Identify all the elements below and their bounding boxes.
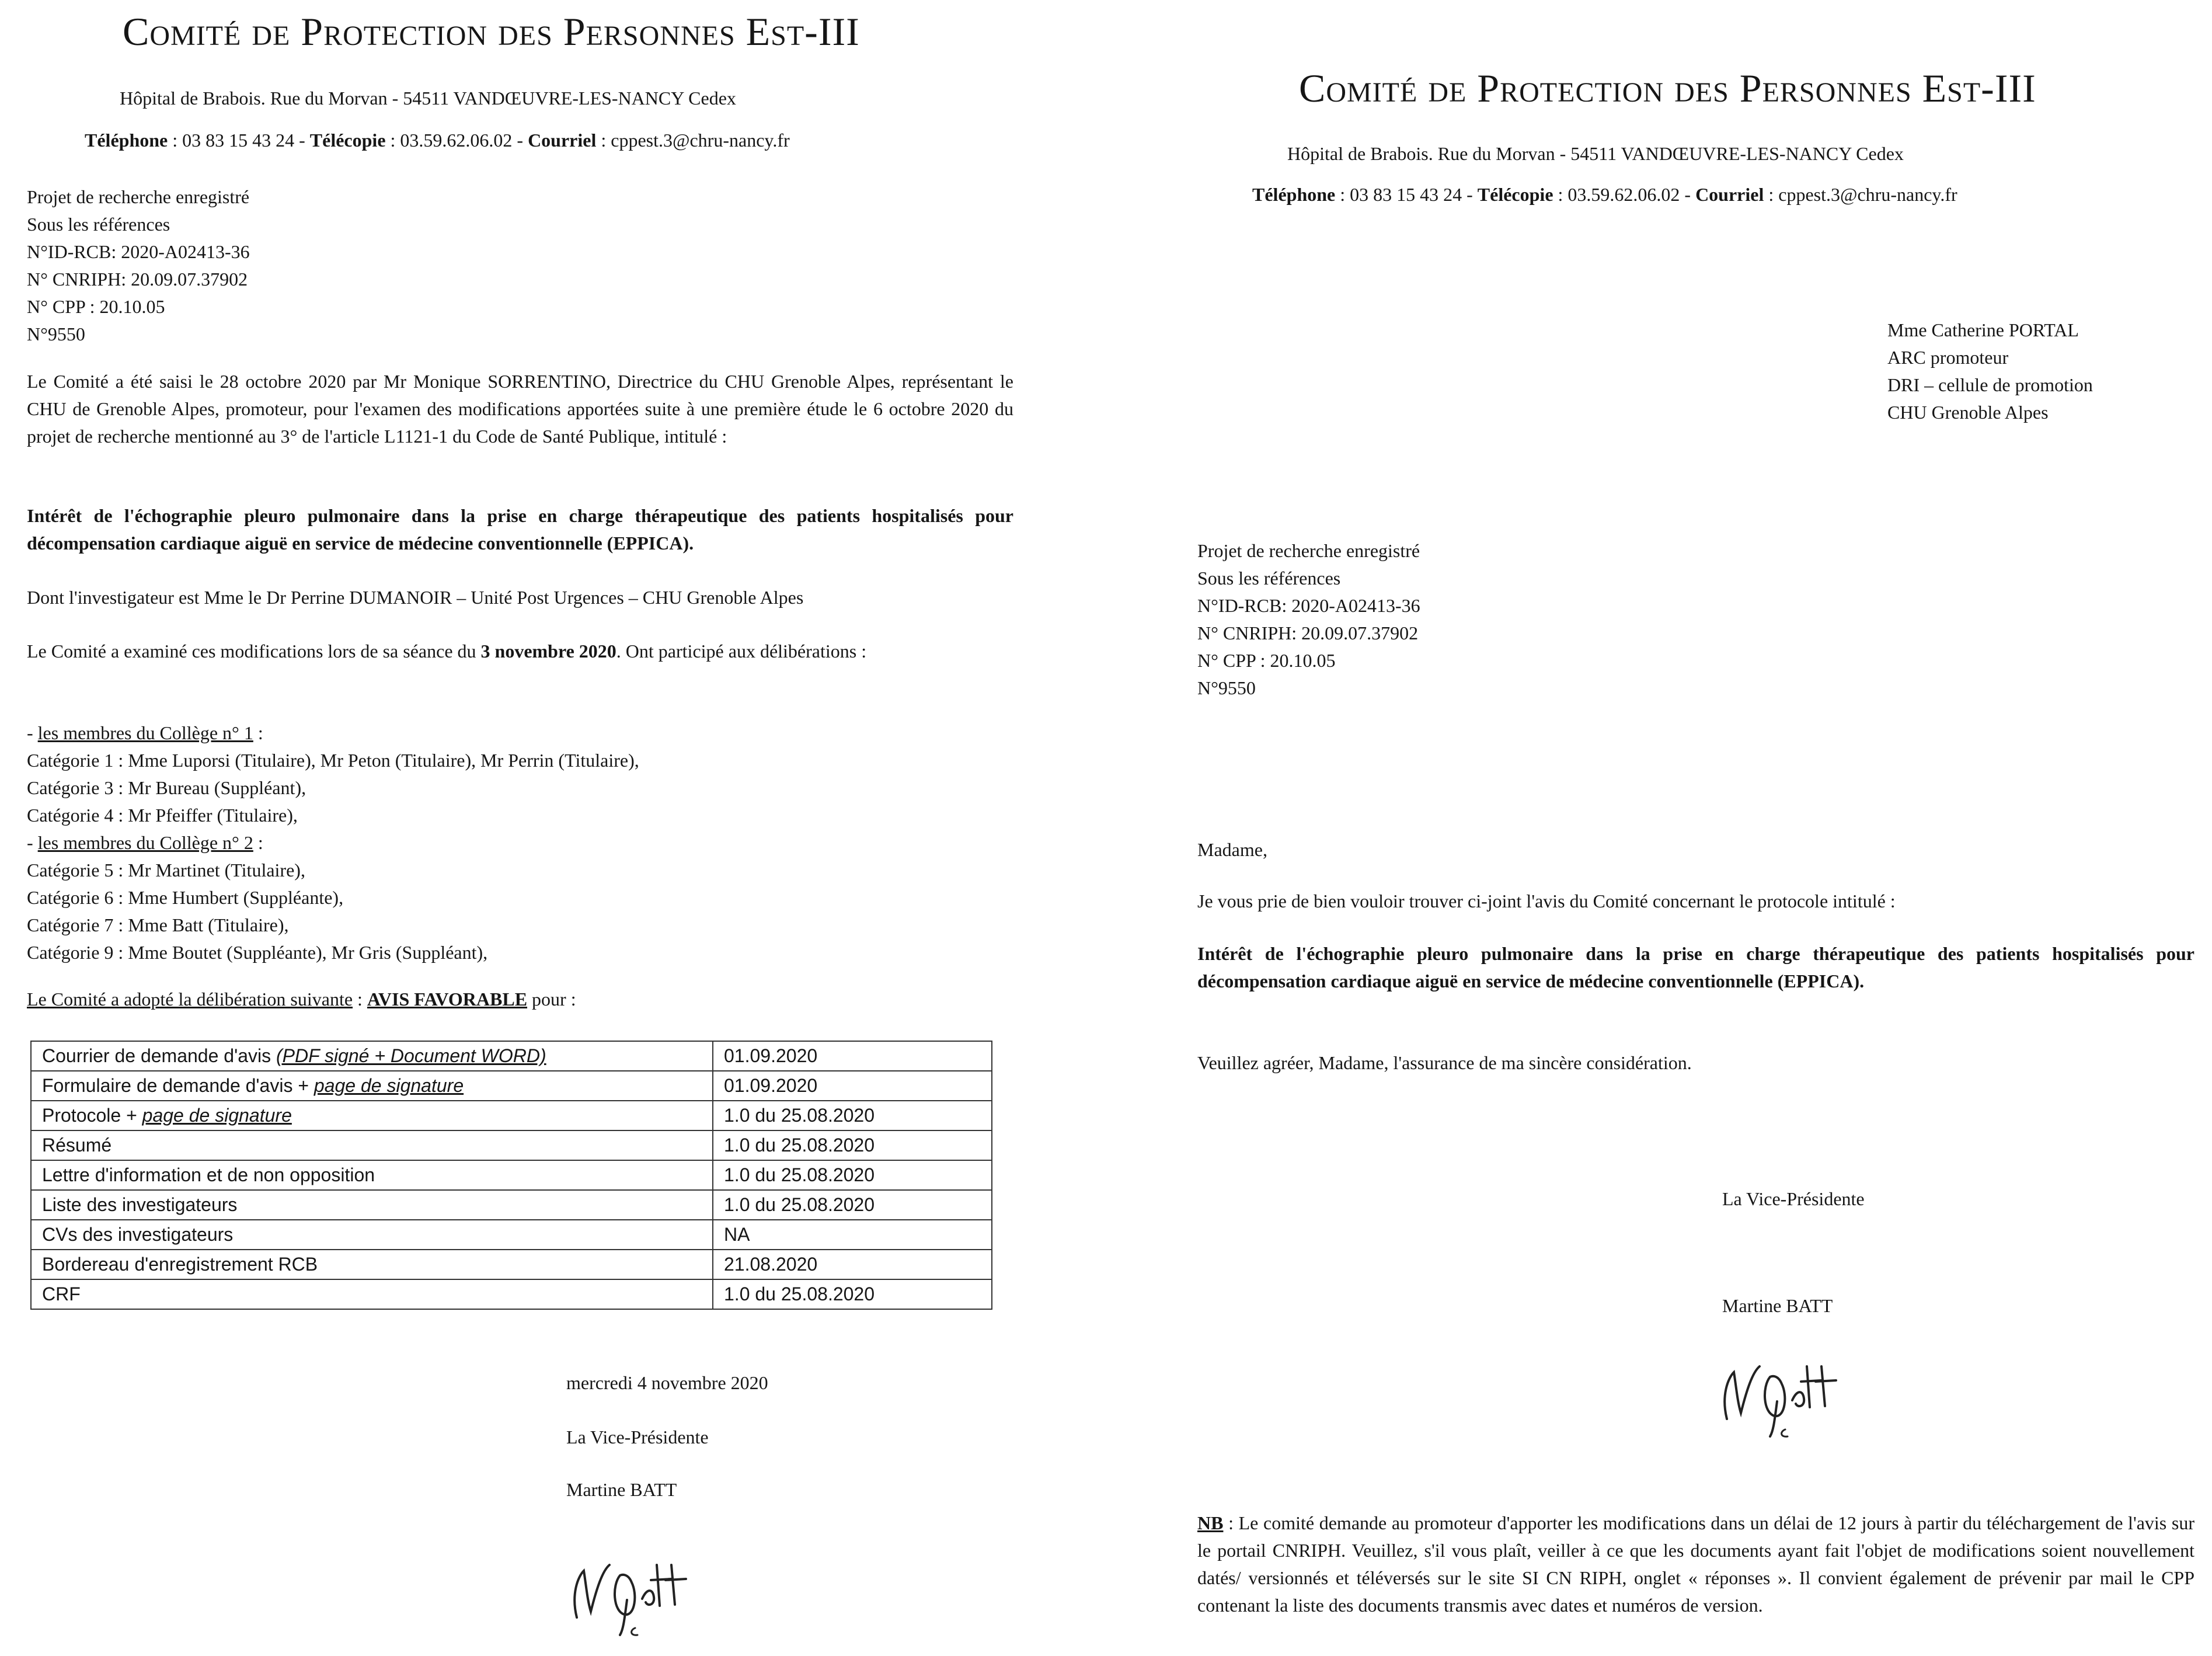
document-name-cell [31, 1279, 713, 1309]
letter-date: mercredi 4 novembre 2020 [566, 1372, 768, 1393]
recipient-org: CHU Grenoble Alpes [1887, 402, 2049, 423]
document-name-cell [31, 1250, 713, 1279]
document-version: NA [713, 1220, 992, 1250]
signer-role: La Vice-Présidente [566, 1427, 709, 1448]
letterhead-title: Comité de Protection des Personnes Est-III [1299, 66, 2036, 110]
investigator-line: Dont l'investigateur est Mme le Dr Perrine DUMANOIR – Unité Post Urgences – CHU Grenoble Alpes [27, 587, 804, 608]
signer-name: Martine BATT [1722, 1295, 1833, 1316]
exam-text-end: . Ont participé aux délibérations : [616, 641, 867, 662]
meeting-date: 3 novembre 2020 [480, 641, 616, 662]
ref-line2: Sous les références [1197, 568, 1341, 589]
handwritten-signature [566, 1530, 718, 1641]
phone-number: : 03 83 15 43 24 - [1340, 184, 1473, 205]
document-name-cell [31, 1041, 713, 1071]
document-name: Lettre d'information et de non opposition [42, 1164, 375, 1185]
document-note: (PDF signé + Document WORD) [276, 1045, 546, 1066]
email-label: Courriel [1695, 184, 1764, 205]
table-row [31, 1101, 992, 1130]
fax-number: : 03.59.62.06.02 - [1558, 184, 1691, 205]
ref-line1: Projet de recherche enregistré [27, 186, 250, 207]
project-references [1197, 537, 1420, 702]
document-name-cell [31, 1130, 713, 1160]
member-row: Catégorie 9 : Mme Boutet (Suppléante), Mr Gris (Suppléant), [27, 942, 488, 963]
document-version: 1.0 du 25.08.2020 [713, 1160, 992, 1190]
document-name: Protocole + [42, 1105, 137, 1126]
handwritten-signature [1716, 1331, 1868, 1442]
study-title: Intérêt de l'échographie pleuro pulmonaire dans la prise en charge thérapeutique des patients hospitalisés pour décompensation cardiaque aiguë en service de médecine conventionnelle (EPPICA). [27, 505, 1013, 554]
ref-cpp: N° CPP : 20.10.05 [1197, 650, 1336, 671]
email-address: : cppest.3@chru-nancy.fr [1768, 184, 1957, 205]
table-row [31, 1279, 992, 1309]
document-name: Liste des investigateurs [42, 1194, 238, 1215]
document-name-cell [31, 1190, 713, 1220]
decision-label: AVIS FAVORABLE [367, 989, 528, 1010]
member-row: Catégorie 4 : Mr Pfeiffer (Titulaire), [27, 805, 298, 826]
intro-paragraph: Le Comité a été saisi le 28 octobre 2020 par Mr Monique SORRENTINO, Directrice du CHU Grenoble Alpes, représentant le CHU de Grenoble Alpes, promoteur, pour l'examen des modifications apportées suite à une première étude le 6 octobre 2020 du projet de recherche mentionné au 3° de l'article L1121-1 du Code de Santé Publique, intitulé : [27, 371, 1013, 447]
ref-id-rcb: N°ID-RCB: 2020-A02413-36 [27, 241, 250, 262]
documents-table [30, 1041, 992, 1310]
salutation: Madame, [1197, 839, 1267, 860]
document-name-cell [31, 1220, 713, 1250]
right-letter-page [1176, 0, 2212, 1656]
member-row: Catégorie 1 : Mme Luporsi (Titulaire), Mr Peton (Titulaire), Mr Perrin (Titulaire), [27, 750, 639, 771]
college2-label: les membres du Collège n° 2 [37, 832, 253, 853]
document-name-cell [31, 1071, 713, 1101]
left-letter-page [0, 0, 1039, 1656]
document-version: 1.0 du 25.08.2020 [713, 1190, 992, 1220]
document-name: CRF [42, 1283, 81, 1304]
table-row [31, 1250, 992, 1279]
deliberation-sep: : [353, 989, 367, 1010]
document-name: Bordereau d'enregistrement RCB [42, 1254, 318, 1275]
committee-members [27, 719, 639, 966]
deliberation-prefix: Le Comité a adopté la délibération suivante [27, 989, 353, 1010]
document-version: 01.09.2020 [713, 1071, 992, 1101]
college1-label: les membres du Collège n° 1 [37, 722, 253, 743]
letterhead-address: Hôpital de Brabois. Rue du Morvan - 54511 VANDŒUVRE-LES-NANCY Cedex [1287, 143, 1904, 164]
project-references [27, 183, 250, 348]
deliberation-line [27, 986, 576, 1013]
nb-label: NB [1197, 1512, 1224, 1533]
table-row [31, 1190, 992, 1220]
recipient-name: Mme Catherine PORTAL [1887, 319, 2079, 340]
document-note: page de signature [313, 1075, 464, 1096]
letterhead-contact [1252, 184, 1957, 206]
letterhead-title: Comité de Protection des Personnes Est-III [123, 9, 860, 54]
document-name-cell [31, 1160, 713, 1190]
closing-line: Veuillez agréer, Madame, l'assurance de ma sincère considération. [1197, 1052, 1692, 1073]
nb-note [1197, 1509, 2194, 1619]
table-row [31, 1160, 992, 1190]
ref-cnriph: N° CNRIPH: 20.09.07.37902 [1197, 622, 1419, 643]
table-row [31, 1071, 992, 1101]
letterhead-address: Hôpital de Brabois. Rue du Morvan - 54511 VANDŒUVRE-LES-NANCY Cedex [120, 88, 736, 109]
recipient-block [1887, 316, 2093, 426]
document-version: 01.09.2020 [713, 1041, 992, 1071]
documents-table-body [31, 1041, 992, 1309]
member-row: Catégorie 3 : Mr Bureau (Suppléant), [27, 777, 306, 798]
member-row: Catégorie 5 : Mr Martinet (Titulaire), [27, 860, 305, 881]
email-label: Courriel [528, 130, 597, 151]
exam-text: Le Comité a examiné ces modifications lors de sa séance du [27, 641, 476, 662]
signer-role: La Vice-Présidente [1722, 1188, 1865, 1209]
recipient-dept: DRI – cellule de promotion [1887, 374, 2093, 395]
document-name: Courrier de demande d'avis [42, 1045, 271, 1066]
phone-number: : 03 83 15 43 24 - [172, 130, 305, 151]
phone-label: Téléphone [85, 130, 168, 151]
member-row: Catégorie 6 : Mme Humbert (Suppléante), [27, 887, 344, 908]
ref-num: N°9550 [27, 323, 85, 345]
deliberation-suffix: pour : [527, 989, 576, 1010]
member-row: Catégorie 7 : Mme Batt (Titulaire), [27, 914, 289, 935]
table-row [31, 1041, 992, 1071]
document-name: Résumé [42, 1135, 112, 1156]
exam-paragraph [27, 638, 1013, 665]
ref-cnriph: N° CNRIPH: 20.09.07.37902 [27, 269, 248, 290]
phone-label: Téléphone [1252, 184, 1336, 205]
document-name: CVs des investigateurs [42, 1224, 234, 1245]
document-note: page de signature [142, 1105, 292, 1126]
study-title: Intérêt de l'échographie pleuro pulmonaire dans la prise en charge thérapeutique des patients hospitalisés pour décompensation cardiaque aiguë en service de médecine conventionnelle (EPPICA). [1197, 943, 2194, 991]
fax-number: : 03.59.62.06.02 - [390, 130, 524, 151]
document-name-cell [31, 1101, 713, 1130]
document-version: 1.0 du 25.08.2020 [713, 1101, 992, 1130]
document-version: 1.0 du 25.08.2020 [713, 1130, 992, 1160]
table-row [31, 1220, 992, 1250]
signer-name: Martine BATT [566, 1479, 677, 1500]
ref-id-rcb: N°ID-RCB: 2020-A02413-36 [1197, 595, 1420, 616]
ref-line1: Projet de recherche enregistré [1197, 540, 1420, 561]
nb-text: : Le comité demande au promoteur d'apporter les modifications dans un délai de 12 jours à partir du téléchargement de l'avis sur le portail CNRIPH. Veuillez, s'il vous plaît, veiller à ce que les documents ayant fait l'objet de modifications soient nouvellement datés/ versionnés et téléversés sur le site SI CN RIPH, onglet « réponses ». Il convient également de prévenir par mail le CPP contenant la liste des documents transmis avec dates et numéros de version. [1197, 1512, 2194, 1616]
document-version: 21.08.2020 [713, 1250, 992, 1279]
document-name: Formulaire de demande d'avis + [42, 1075, 309, 1096]
fax-label: Télécopie [1477, 184, 1553, 205]
document-version: 1.0 du 25.08.2020 [713, 1279, 992, 1309]
body-paragraph: Je vous prie de bien vouloir trouver ci-joint l'avis du Comité concernant le protocole intitulé : [1197, 890, 1896, 912]
fax-label: Télécopie [309, 130, 386, 151]
letterhead-contact [85, 130, 790, 151]
ref-line2: Sous les références [27, 214, 170, 235]
college2-heading: - les membres du Collège n° 2 : [27, 832, 263, 853]
ref-cpp: N° CPP : 20.10.05 [27, 296, 165, 317]
recipient-role: ARC promoteur [1887, 347, 2009, 368]
college1-heading: - les membres du Collège n° 1 : [27, 722, 263, 743]
table-row [31, 1130, 992, 1160]
ref-num: N°9550 [1197, 677, 1256, 698]
email-address: : cppest.3@chru-nancy.fr [601, 130, 790, 151]
